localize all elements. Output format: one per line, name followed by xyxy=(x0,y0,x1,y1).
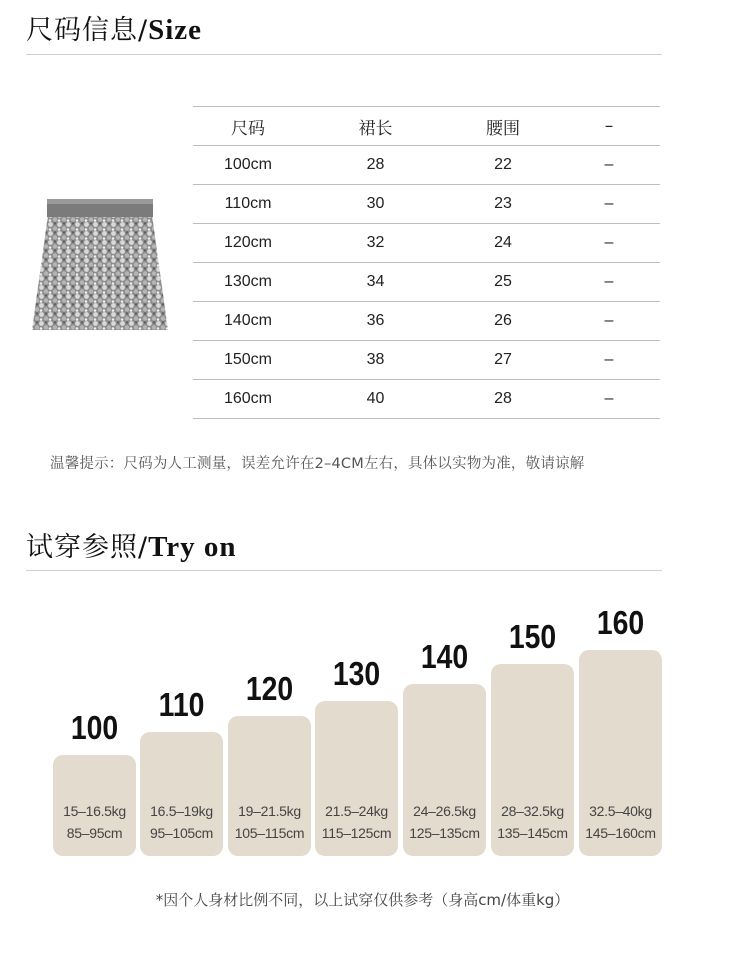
cell-blank: – xyxy=(558,224,660,263)
size-table-row xyxy=(193,146,660,185)
tryon-size-label: 150 xyxy=(508,618,557,655)
size-section-title xyxy=(26,8,202,47)
tryon-weight-range: 21.5–24kg xyxy=(325,803,388,819)
tryon-weight-range: 32.5–40kg xyxy=(589,803,652,819)
cell-waist: 23 xyxy=(448,185,558,224)
tryon-title-divider xyxy=(26,570,662,571)
tryon-height-range: 95–105cm xyxy=(150,825,213,841)
cell-waist: 27 xyxy=(448,341,558,380)
size-table-row xyxy=(193,224,660,263)
cell-size: 130cm xyxy=(193,263,303,302)
tryon-bar-group xyxy=(579,590,662,856)
tryon-height-range: 125–135cm xyxy=(409,825,480,841)
tryon-bar-group xyxy=(315,641,398,856)
cell-waist: 24 xyxy=(448,224,558,263)
cell-skirt-length: 32 xyxy=(303,224,448,263)
tryon-height-range: 145–160cm xyxy=(585,825,656,841)
size-table-row xyxy=(193,185,660,224)
size-table xyxy=(193,106,660,419)
tryon-title-cn: 试穿参照/ xyxy=(26,532,149,563)
tryon-height-range: 115–125cm xyxy=(321,825,392,841)
tryon-weight-range: 19–21.5kg xyxy=(238,803,301,819)
tryon-size-label: 130 xyxy=(332,655,381,692)
sequin-skirt-image xyxy=(30,195,170,335)
cell-size: 100cm xyxy=(193,146,303,185)
tryon-height-range: 85–95cm xyxy=(66,825,123,841)
tryon-bar-group xyxy=(403,624,486,856)
size-table-row xyxy=(193,263,660,302)
cell-blank: – xyxy=(558,185,660,224)
tryon-weight-range: 16.5–19kg xyxy=(150,803,213,819)
cell-skirt-length: 40 xyxy=(303,380,448,419)
tryon-size-label: 140 xyxy=(420,638,469,675)
tryon-size-label: 160 xyxy=(596,604,645,641)
cell-waist: 22 xyxy=(448,146,558,185)
cell-waist: 28 xyxy=(448,380,558,419)
cell-waist: 26 xyxy=(448,302,558,341)
cell-blank: – xyxy=(558,263,660,302)
tryon-bar-group xyxy=(53,695,136,856)
cell-size: 160cm xyxy=(193,380,303,419)
cell-skirt-length: 36 xyxy=(303,302,448,341)
tryon-bar-group xyxy=(140,672,223,856)
size-tip-text: 温馨提示：尺码为人工测量，误差允许在2–4CM左右，具体以实物为准，敬请谅解 xyxy=(50,456,585,472)
size-table-row xyxy=(193,341,660,380)
tryon-size-label: 120 xyxy=(245,670,294,707)
tryon-bar-group xyxy=(491,604,574,856)
header-waist: 腰围 xyxy=(448,107,558,146)
tryon-weight-range: 24–26.5kg xyxy=(413,803,476,819)
tryon-height-range: 135–145cm xyxy=(497,825,568,841)
tryon-height-range: 105–115cm xyxy=(234,825,305,841)
cell-skirt-length: 28 xyxy=(303,146,448,185)
cell-blank: – xyxy=(558,380,660,419)
tryon-weight-range: 15–16.5kg xyxy=(63,803,126,819)
cell-skirt-length: 30 xyxy=(303,185,448,224)
size-title-cn: 尺码信息/ xyxy=(26,15,149,46)
cell-size: 140cm xyxy=(193,302,303,341)
size-table-row xyxy=(193,380,660,419)
cell-skirt-length: 38 xyxy=(303,341,448,380)
tryon-bar-group xyxy=(228,656,311,856)
tryon-size-label: 110 xyxy=(158,686,205,723)
size-title-en: Size xyxy=(148,14,203,46)
cell-blank: – xyxy=(558,146,660,185)
header-skirt-length: 裙长 xyxy=(303,107,448,146)
tryon-title-en: Try on xyxy=(148,531,237,563)
cell-size: 120cm xyxy=(193,224,303,263)
cell-size: 150cm xyxy=(193,341,303,380)
tryon-size-label: 100 xyxy=(70,709,119,746)
size-title-divider xyxy=(26,54,662,55)
cell-size: 110cm xyxy=(193,185,303,224)
size-table-row xyxy=(193,302,660,341)
size-table-header-row xyxy=(193,107,660,146)
cell-blank: – xyxy=(558,341,660,380)
header-size: 尺码 xyxy=(193,107,303,146)
tryon-footnote: *因个人身材比例不同，以上试穿仅供参考（身高cm/体重kg） xyxy=(155,891,570,909)
header-blank: – xyxy=(558,107,660,146)
cell-skirt-length: 34 xyxy=(303,263,448,302)
cell-waist: 25 xyxy=(448,263,558,302)
tryon-weight-range: 28–32.5kg xyxy=(501,803,564,819)
cell-blank: – xyxy=(558,302,660,341)
tryon-section-title xyxy=(26,525,237,564)
